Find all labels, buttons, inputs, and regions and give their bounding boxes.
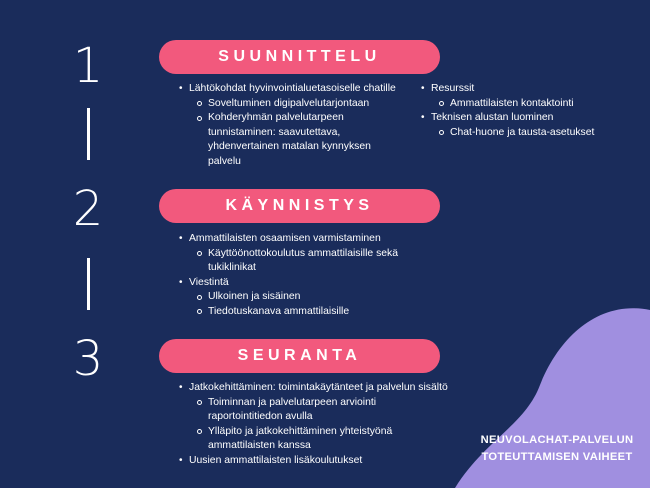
step-number-3: 3 <box>72 331 104 387</box>
sub-bullet-item: Toiminnan ja palvelutarpeen arviointi <box>179 396 499 411</box>
step-3-list <box>179 381 499 469</box>
step-2-title-pill <box>159 189 440 223</box>
bullet-continuation: ammattilaisten kanssa <box>208 440 311 452</box>
sub-bullet-item: Tiedotuskanava ammattilaisille <box>179 305 479 320</box>
sub-bullet-item: Chat-huone ja tausta-asetukset <box>421 126 621 141</box>
bullet-continuation: yhdenvertainen matalan kynnyksen <box>208 141 371 153</box>
bullet-continuation: tunnistaminen: saavutettava, <box>208 126 341 138</box>
step-1-list-left <box>179 82 419 170</box>
bullet-item: • Viestintä <box>179 276 479 291</box>
step-3-title-pill <box>159 339 440 373</box>
bullet-continuation: palvelu <box>208 155 241 167</box>
bullet-continuation: tukiklinikat <box>208 262 256 274</box>
bullet-item: • Ammattilaisten osaamisen varmistaminen <box>179 232 479 247</box>
step-1-title: SUUNNITTELU <box>218 48 381 65</box>
step-2-title: KÄYNNISTYS <box>225 197 374 214</box>
sub-bullet-item: Soveltuminen digipalvelutarjontaan <box>179 97 419 112</box>
bullet-item: • Jatkokehittäminen: toimintakäytänteet ja palvelun sisältö <box>179 381 499 396</box>
bullet-continuation: raportointitiedon avulla <box>208 411 313 423</box>
step-1-list-right <box>421 82 621 140</box>
step-3-title: SEURANTA <box>237 347 362 364</box>
connector-line-2 <box>87 258 90 310</box>
step-2-list <box>179 232 479 320</box>
sub-bullet-item: Ylläpito ja jatkokehittäminen yhteistyönä <box>179 425 499 440</box>
footer-line-1: NEUVOLACHAT-PALVELUN <box>480 434 634 446</box>
bullet-item: • Resurssit <box>421 82 621 97</box>
sub-bullet-item: Ulkoinen ja sisäinen <box>179 290 479 305</box>
bullet-item: • Lähtökohdat hyvinvointialuetasoiselle chatille <box>179 82 419 97</box>
footer-caption <box>468 432 646 466</box>
step-1-title-pill <box>159 40 440 74</box>
bullet-item: • Teknisen alustan luominen <box>421 111 621 126</box>
sub-bullet-item: Käyttöönottokoulutus ammattilaisille sekä <box>179 247 479 262</box>
connector-line-1 <box>87 108 90 160</box>
footer-line-2: TOTEUTTAMISEN VAIHEET <box>481 451 633 463</box>
sub-bullet-item: Ammattilaisten kontaktointi <box>421 97 621 112</box>
step-number-2: 2 <box>72 181 104 237</box>
bullet-item: • Uusien ammattilaisten lisäkoulutukset <box>179 454 499 469</box>
sub-bullet-item: Kohderyhmän palvelutarpeen <box>179 111 419 126</box>
step-number-1: 1 <box>72 38 104 94</box>
